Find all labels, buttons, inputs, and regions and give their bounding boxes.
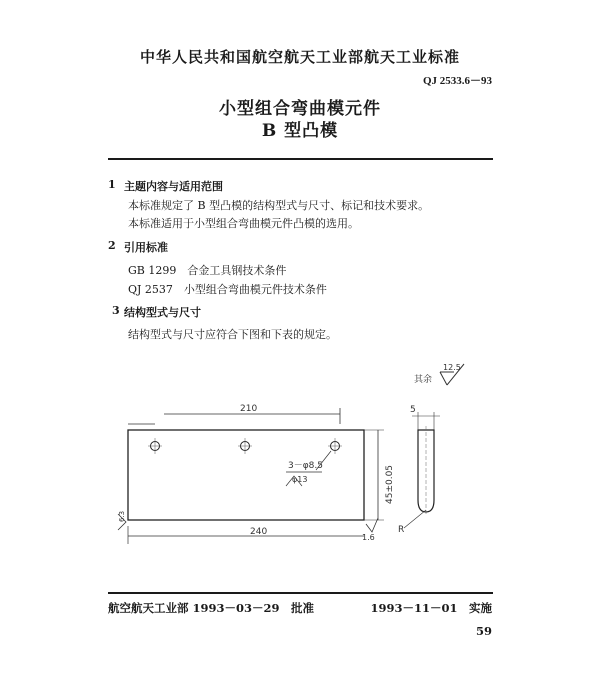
surface-note: 其余	[414, 375, 433, 385]
standard-code: QJ 2533.6－93	[422, 75, 492, 87]
roughness-main-value: 12.5	[443, 363, 461, 372]
section-3-line-1: 结构型式与尺寸应符合下图和下表的规定。	[128, 328, 337, 341]
hole-middle	[238, 438, 252, 454]
section-1-line-2: 本标准适用于小型组合弯曲模元件凸模的选用。	[128, 217, 359, 230]
dim-top-label: 210	[240, 404, 258, 414]
approval-note: 航空航天工业部 1993－03－29 批准	[108, 601, 315, 615]
hole-note: 3－φ8.5	[288, 461, 323, 471]
hole-left	[148, 438, 162, 454]
hole-sub-note: φ13	[292, 475, 308, 484]
footer-rule	[108, 592, 493, 594]
section-1-number: 1	[108, 178, 116, 191]
dim-height-label: 45±0.05	[385, 464, 395, 504]
punch-plate-outline	[128, 430, 364, 520]
section-3-heading: 结构型式与尺寸	[124, 306, 201, 319]
roughness-right-value: 1.6	[362, 533, 375, 542]
side-dim-bottom-label: R	[398, 525, 405, 535]
standard-organization: 中华人民共和国航空航天工业部航天工业标准	[139, 48, 460, 66]
document-subtitle: B 型凸模	[261, 121, 339, 141]
document-title: 小型组合弯曲模元件	[219, 99, 381, 119]
section-1-line-1: 本标准规定了 B 型凸模的结构型式与尺寸、标记和技术要求。	[128, 199, 430, 212]
section-2-line-1: GB 1299 合金工具钢技术条件	[128, 264, 287, 277]
section-2-heading: 引用标准	[124, 241, 168, 254]
section-2-number: 2	[108, 239, 116, 252]
effective-date: 1993－11－01 实施	[370, 601, 492, 615]
page-number: 59	[475, 624, 492, 638]
roughness-left-value: 6.3	[118, 510, 126, 522]
side-radius-leader	[404, 510, 426, 528]
section-1-heading: 主题内容与适用范围	[124, 180, 223, 193]
dim-bottom-label: 240	[250, 527, 268, 537]
section-2-line-2: QJ 2537 小型组合弯曲模元件技术条件	[128, 283, 327, 296]
side-dim-top-label: 5	[410, 405, 416, 415]
section-3-number: 3	[112, 304, 120, 317]
